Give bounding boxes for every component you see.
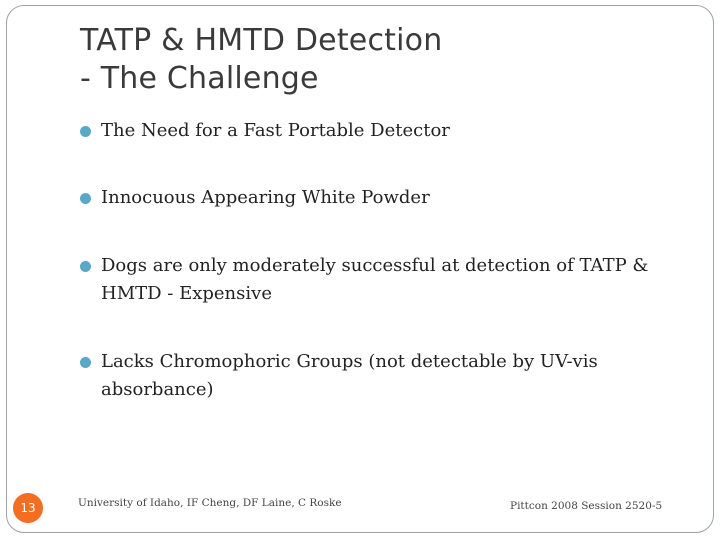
bullet-item	[80, 348, 680, 404]
bullet-dot-icon	[80, 126, 91, 137]
footer-authors: University of Idaho, IF Cheng, DF Laine, C Roske	[78, 497, 342, 509]
bullet-dot-icon	[80, 357, 91, 368]
bullet-item	[80, 117, 680, 145]
bullet-text: Lacks Chromophoric Groups (not detectable by UV-vis absorbance)	[101, 351, 598, 400]
title-line-2: - The Challenge	[80, 61, 319, 96]
bullet-text: Innocuous Appearing White Powder	[101, 187, 430, 208]
bullet-dot-icon	[80, 261, 91, 272]
bullet-item	[80, 184, 680, 212]
slide-title	[80, 22, 680, 98]
title-line-1: TATP & HMTD Detection	[80, 23, 443, 58]
bullet-dot-icon	[80, 193, 91, 204]
bullet-text: Dogs are only moderately successful at detection of TATP & HMTD - Expensive	[101, 255, 649, 304]
slide-number-badge: 13	[13, 493, 43, 523]
bullet-item	[80, 252, 680, 308]
bullet-text: The Need for a Fast Portable Detector	[101, 120, 450, 141]
footer-session: Pittcon 2008 Session 2520-5	[510, 500, 663, 512]
